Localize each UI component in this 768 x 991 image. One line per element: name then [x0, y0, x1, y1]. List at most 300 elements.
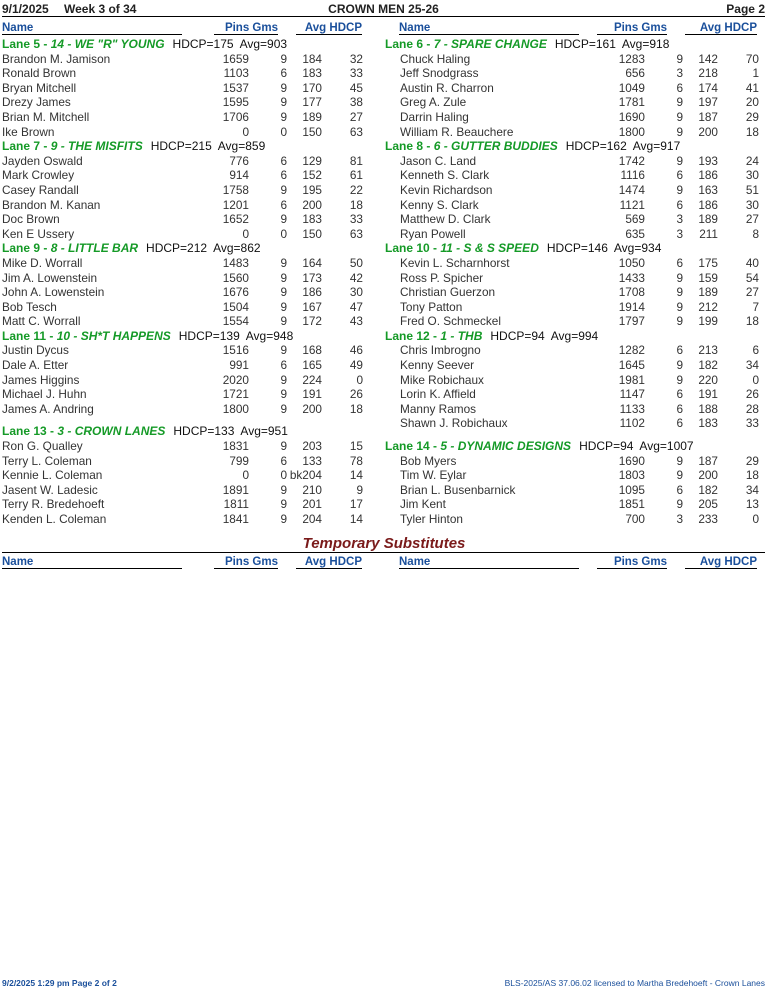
player-row	[385, 81, 765, 96]
lanes-right-column	[385, 37, 765, 527]
player-name: Brandon M. Jamison	[2, 51, 111, 66]
player-name: Jayden Oswald	[2, 153, 83, 168]
player-pins: 0	[242, 226, 249, 241]
player-games: 6	[280, 153, 287, 168]
footer-license: BLS-2025/AS 37.06.02 licensed to Martha Bredehoeft - Crown Lanes	[504, 978, 765, 988]
player-handicap: 18	[349, 197, 363, 212]
player-average: 220	[698, 372, 718, 387]
player-pins: 1652	[222, 212, 249, 227]
player-handicap: 1	[752, 66, 759, 81]
player-handicap: 63	[349, 226, 363, 241]
player-games: 9	[676, 182, 683, 197]
player-handicap: 32	[349, 51, 363, 66]
player-games: 3	[676, 66, 683, 81]
player-games: 9	[676, 124, 683, 139]
player-pins: 1516	[222, 343, 249, 358]
player-average: 159	[698, 270, 718, 285]
player-row	[385, 285, 765, 300]
player-average: 182	[698, 482, 718, 497]
player-handicap: 50	[349, 255, 363, 270]
player-row	[385, 183, 765, 198]
section-gap	[385, 431, 765, 439]
col-pins-gms: Pins Gms	[597, 556, 667, 569]
player-average: 213	[698, 343, 718, 358]
lane-header	[385, 439, 765, 454]
player-row	[2, 358, 382, 373]
player-handicap: 18	[745, 314, 759, 329]
lane-number: Lane 6 -	[385, 37, 431, 51]
col-avg-hdcp: Avg HDCP	[685, 556, 757, 569]
player-average: 129	[302, 153, 322, 168]
player-games: 9	[676, 372, 683, 387]
player-handicap: 34	[745, 358, 759, 373]
player-pins: 1690	[618, 109, 645, 124]
player-row	[2, 183, 382, 198]
player-row	[2, 387, 382, 402]
player-name: Fred O. Schmeckel	[400, 314, 501, 329]
player-handicap: 7	[752, 299, 759, 314]
player-handicap: 45	[349, 80, 363, 95]
player-name: Lorin K. Affield	[400, 387, 476, 402]
player-games: 6	[280, 453, 287, 468]
team-average: Avg=1007	[639, 439, 694, 454]
lane-header	[385, 37, 765, 52]
player-games: 9	[676, 468, 683, 483]
temporary-substitutes-title: Temporary Substitutes	[302, 535, 466, 552]
player-row	[2, 81, 382, 96]
player-pins: 1133	[619, 401, 645, 416]
col-name: Name	[399, 556, 579, 569]
player-name: Justin Dycus	[2, 343, 69, 358]
player-pins: 776	[229, 153, 249, 168]
player-pins: 1282	[618, 343, 645, 358]
player-handicap: 33	[745, 416, 759, 431]
player-games: 9	[676, 358, 683, 373]
player-average: 165	[302, 358, 322, 373]
player-pins: 1504	[222, 299, 249, 314]
player-name: Doc Brown	[2, 212, 60, 227]
player-games: 9	[676, 95, 683, 110]
player-games: 9	[280, 255, 287, 270]
player-average: 183	[302, 212, 322, 227]
player-pins: 1537	[222, 80, 249, 95]
lane-header	[2, 139, 382, 154]
player-games: 9	[280, 512, 287, 526]
player-average: 203	[302, 439, 322, 454]
player-handicap: 49	[349, 358, 363, 373]
player-row	[2, 256, 382, 271]
player-name: Brian L. Busenbarnick	[400, 482, 516, 497]
player-pins: 914	[229, 168, 249, 183]
player-average: 205	[698, 497, 718, 512]
player-name: Matthew D. Clark	[400, 212, 491, 227]
player-pins: 0	[242, 468, 249, 483]
player-games: 9	[676, 153, 683, 168]
player-name: Kenden L. Coleman	[2, 512, 107, 526]
report-date: 9/1/2025	[2, 2, 49, 16]
player-row	[385, 387, 765, 402]
player-name: Ike Brown	[2, 124, 55, 139]
col-pins-gms: Pins Gms	[597, 22, 667, 35]
team-average: Avg=948	[245, 328, 294, 343]
player-handicap: 30	[745, 168, 759, 183]
player-handicap: 78	[349, 453, 363, 468]
player-name: Michael J. Huhn	[2, 387, 87, 402]
player-average: 163	[698, 182, 718, 197]
player-name: Shawn J. Robichaux	[400, 416, 508, 431]
lane-number: Lane 13 -	[2, 424, 55, 439]
team-average: Avg=917	[632, 139, 681, 154]
player-row	[2, 271, 382, 286]
player-handicap: 30	[349, 285, 363, 300]
player-name: John A. Lowenstein	[2, 285, 105, 300]
player-handicap: 26	[349, 387, 363, 402]
player-games: 9	[676, 497, 683, 512]
lane-header	[2, 241, 382, 256]
lane-number: Lane 9 -	[2, 241, 48, 256]
player-pins: 1595	[222, 95, 249, 110]
player-pins: 1742	[618, 153, 645, 168]
player-average: 175	[698, 255, 718, 270]
player-games: 9	[280, 439, 287, 454]
lane-header	[2, 37, 382, 52]
player-average: 211	[699, 226, 718, 241]
player-average: 186	[302, 285, 322, 300]
player-average: 186	[698, 197, 718, 212]
player-handicap: 0	[752, 372, 759, 387]
player-row	[385, 300, 765, 315]
player-games: 9	[280, 80, 287, 95]
player-average: 168	[302, 343, 322, 358]
player-name: James Higgins	[2, 372, 80, 387]
player-name: Mike Robichaux	[400, 372, 484, 387]
player-handicap: 18	[349, 401, 363, 416]
player-average: 150	[302, 124, 322, 139]
player-handicap: 70	[745, 51, 759, 66]
player-average: bk204	[289, 468, 322, 483]
player-games: 9	[280, 212, 287, 227]
player-pins: 1095	[618, 482, 645, 497]
player-handicap: 54	[745, 270, 759, 285]
player-row	[385, 358, 765, 373]
player-games: 9	[280, 182, 287, 197]
player-row	[385, 497, 765, 512]
player-handicap: 18	[745, 124, 759, 139]
player-name: Greg A. Zule	[400, 95, 467, 110]
player-row	[385, 483, 765, 498]
lane-header	[385, 241, 765, 256]
player-name: Manny Ramos	[400, 401, 477, 416]
player-pins: 1645	[618, 358, 645, 373]
player-pins: 656	[625, 66, 645, 81]
lane-header	[385, 139, 765, 154]
player-average: 189	[698, 212, 718, 227]
player-average: 133	[302, 453, 322, 468]
player-name: Ken E Ussery	[2, 226, 75, 241]
player-pins: 1800	[618, 124, 645, 139]
player-row	[2, 497, 382, 512]
player-games: 9	[676, 314, 683, 329]
player-name: Casey Randall	[2, 182, 79, 197]
player-name: Kenny S. Clark	[400, 197, 479, 212]
player-name: Kennie L. Coleman	[2, 468, 103, 483]
player-handicap: 26	[745, 387, 759, 402]
player-handicap: 22	[349, 182, 363, 197]
player-handicap: 33	[349, 212, 363, 227]
player-pins: 635	[625, 226, 645, 241]
player-pins: 1283	[618, 51, 645, 66]
player-pins: 700	[625, 512, 645, 526]
player-row	[385, 168, 765, 183]
col-avg-hdcp: Avg HDCP	[296, 22, 362, 35]
player-handicap: 34	[745, 482, 759, 497]
player-row	[385, 512, 765, 527]
player-games: 9	[280, 270, 287, 285]
player-pins: 1803	[618, 468, 645, 483]
player-row	[385, 52, 765, 67]
player-pins: 1201	[222, 197, 249, 212]
team-handicap: HDCP=161	[554, 37, 616, 51]
team-average: Avg=918	[621, 37, 670, 51]
player-pins: 1102	[619, 416, 645, 431]
player-name: Jim Kent	[400, 497, 446, 512]
player-name: Mark Crowley	[2, 168, 75, 183]
col-name: Name	[2, 22, 182, 35]
player-name: Bob Tesch	[2, 299, 57, 314]
player-average: 212	[698, 299, 718, 314]
player-row	[385, 66, 765, 81]
player-average: 189	[302, 109, 322, 124]
report-week: Week 3 of 34	[64, 2, 137, 16]
lane-number: Lane 8 -	[385, 139, 431, 154]
player-handicap: 9	[356, 482, 363, 497]
player-handicap: 42	[349, 270, 363, 285]
player-pins: 1103	[223, 66, 249, 81]
player-games: 6	[676, 482, 683, 497]
player-name: Matt C. Worrall	[2, 314, 81, 329]
player-name: Tim W. Eylar	[400, 468, 467, 483]
player-name: Terry R. Bredehoeft	[2, 497, 105, 512]
player-row	[2, 483, 382, 498]
team-average: Avg=862	[213, 241, 261, 256]
player-row	[385, 271, 765, 286]
column-header-left	[2, 22, 382, 36]
player-name: Ross P. Spicher	[400, 270, 484, 285]
player-games: 9	[280, 109, 287, 124]
player-handicap: 17	[349, 497, 363, 512]
player-name: Ryan Powell	[400, 226, 466, 241]
player-average: 200	[302, 197, 322, 212]
player-row	[2, 212, 382, 227]
player-pins: 1690	[618, 453, 645, 468]
player-pins: 1891	[222, 482, 249, 497]
player-average: 201	[302, 497, 322, 512]
player-games: 6	[676, 255, 683, 270]
player-name: Jeff Snodgrass	[400, 66, 479, 81]
player-row	[385, 212, 765, 227]
player-name: Kenneth S. Clark	[400, 168, 490, 183]
player-handicap: 46	[349, 343, 363, 358]
player-pins: 1831	[222, 439, 249, 454]
player-handicap: 0	[752, 512, 759, 526]
player-handicap: 8	[752, 226, 759, 241]
player-average: 200	[302, 401, 322, 416]
lane-header	[2, 329, 382, 344]
player-row	[2, 198, 382, 213]
player-average: 182	[698, 358, 718, 373]
player-handicap: 18	[745, 468, 759, 483]
player-handicap: 13	[745, 497, 759, 512]
player-pins: 1554	[222, 314, 249, 329]
player-games: 9	[280, 51, 287, 66]
player-name: Tony Patton	[400, 299, 463, 314]
player-row	[385, 343, 765, 358]
player-average: 191	[698, 387, 718, 402]
player-games: 0	[280, 468, 287, 483]
player-games: 6	[676, 197, 683, 212]
player-name: Bryan Mitchell	[2, 80, 77, 95]
team-handicap: HDCP=94	[579, 439, 634, 454]
player-handicap: 61	[349, 168, 363, 183]
player-row	[2, 66, 382, 81]
player-handicap: 29	[745, 109, 759, 124]
player-pins: 1758	[222, 182, 249, 197]
player-handicap: 51	[745, 182, 759, 197]
player-name: James A. Andring	[2, 401, 94, 416]
lane-number: Lane 12 -	[385, 328, 438, 343]
player-average: 195	[302, 182, 322, 197]
player-average: 200	[698, 124, 718, 139]
player-games: 3	[676, 512, 683, 526]
player-pins: 1050	[618, 255, 645, 270]
player-games: 9	[280, 401, 287, 416]
subs-column-header-left	[2, 556, 382, 570]
team-average: Avg=994	[550, 328, 599, 343]
player-games: 9	[280, 299, 287, 314]
team-average: Avg=859	[217, 139, 266, 154]
team-handicap: HDCP=133	[173, 424, 235, 439]
lane-header	[385, 329, 765, 344]
player-pins: 2020	[222, 372, 249, 387]
player-pins: 1659	[222, 51, 249, 66]
player-name: Tyler Hinton	[400, 512, 463, 526]
player-games: 9	[676, 285, 683, 300]
player-pins: 1116	[620, 168, 645, 183]
player-handicap: 29	[745, 453, 759, 468]
player-name: Chris Imbrogno	[400, 343, 481, 358]
player-row	[2, 343, 382, 358]
player-pins: 1049	[618, 80, 645, 95]
player-handicap: 24	[745, 153, 759, 168]
player-games: 9	[280, 482, 287, 497]
player-average: 200	[698, 468, 718, 483]
player-average: 197	[698, 95, 718, 110]
player-name: Kevin L. Scharnhorst	[400, 255, 510, 270]
player-row	[2, 512, 382, 527]
divider	[2, 552, 765, 553]
player-pins: 1800	[222, 401, 249, 416]
player-average: 204	[302, 512, 322, 526]
player-games: 9	[676, 109, 683, 124]
player-pins: 991	[229, 358, 249, 373]
team-handicap: HDCP=162	[565, 139, 627, 154]
player-name: Jason C. Land	[400, 153, 477, 168]
player-average: 187	[698, 453, 718, 468]
player-row	[385, 227, 765, 242]
player-average: 174	[698, 80, 718, 95]
team-name: 8 - LITTLE BAR	[50, 241, 139, 256]
player-pins: 1676	[222, 285, 249, 300]
player-average: 210	[302, 482, 322, 497]
player-pins: 1851	[618, 497, 645, 512]
player-handicap: 47	[349, 299, 363, 314]
player-average: 167	[302, 299, 322, 314]
player-average: 188	[698, 401, 718, 416]
player-pins: 1781	[618, 95, 645, 110]
player-row	[385, 125, 765, 140]
subs-column-header-right	[399, 556, 768, 570]
player-pins: 1841	[222, 512, 249, 526]
player-games: 9	[280, 372, 287, 387]
player-pins: 1474	[618, 182, 645, 197]
player-handicap: 27	[349, 109, 363, 124]
player-row	[2, 439, 382, 454]
player-name: Ronald Brown	[2, 66, 77, 81]
player-games: 9	[280, 497, 287, 512]
player-row	[2, 168, 382, 183]
player-average: 183	[698, 416, 718, 431]
team-handicap: HDCP=215	[150, 139, 212, 154]
player-games: 9	[676, 270, 683, 285]
player-games: 9	[280, 314, 287, 329]
player-name: Bob Myers	[400, 453, 457, 468]
team-name: 6 - GUTTER BUDDIES	[433, 139, 558, 154]
player-handicap: 30	[745, 197, 759, 212]
player-games: 9	[280, 95, 287, 110]
player-handicap: 40	[745, 255, 759, 270]
player-average: 152	[302, 168, 322, 183]
report-title: CROWN MEN 25-26	[328, 2, 439, 16]
team-average: Avg=903	[239, 37, 288, 51]
player-handicap: 6	[752, 343, 759, 358]
player-games: 9	[280, 285, 287, 300]
player-row	[385, 416, 765, 431]
player-pins: 569	[625, 212, 645, 227]
player-row	[2, 402, 382, 417]
team-handicap: HDCP=146	[546, 241, 608, 256]
player-row	[385, 110, 765, 125]
player-pins: 1721	[222, 387, 249, 402]
lane-number: Lane 5 -	[2, 37, 48, 51]
player-pins: 1560	[222, 270, 249, 285]
player-name: Kenny Seever	[400, 358, 475, 373]
player-row	[2, 285, 382, 300]
player-games: 6	[676, 343, 683, 358]
player-games: 9	[280, 387, 287, 402]
player-row	[385, 402, 765, 417]
player-games: 9	[676, 299, 683, 314]
player-row	[2, 454, 382, 469]
player-average: 172	[302, 314, 322, 329]
player-handicap: 20	[745, 95, 759, 110]
player-row	[385, 154, 765, 169]
player-name: Kevin Richardson	[400, 182, 493, 197]
player-name: Brandon M. Kanan	[2, 197, 101, 212]
player-average: 193	[698, 153, 718, 168]
player-name: Jasent W. Ladesic	[2, 482, 98, 497]
player-average: 142	[698, 51, 718, 66]
player-games: 6	[676, 387, 683, 402]
